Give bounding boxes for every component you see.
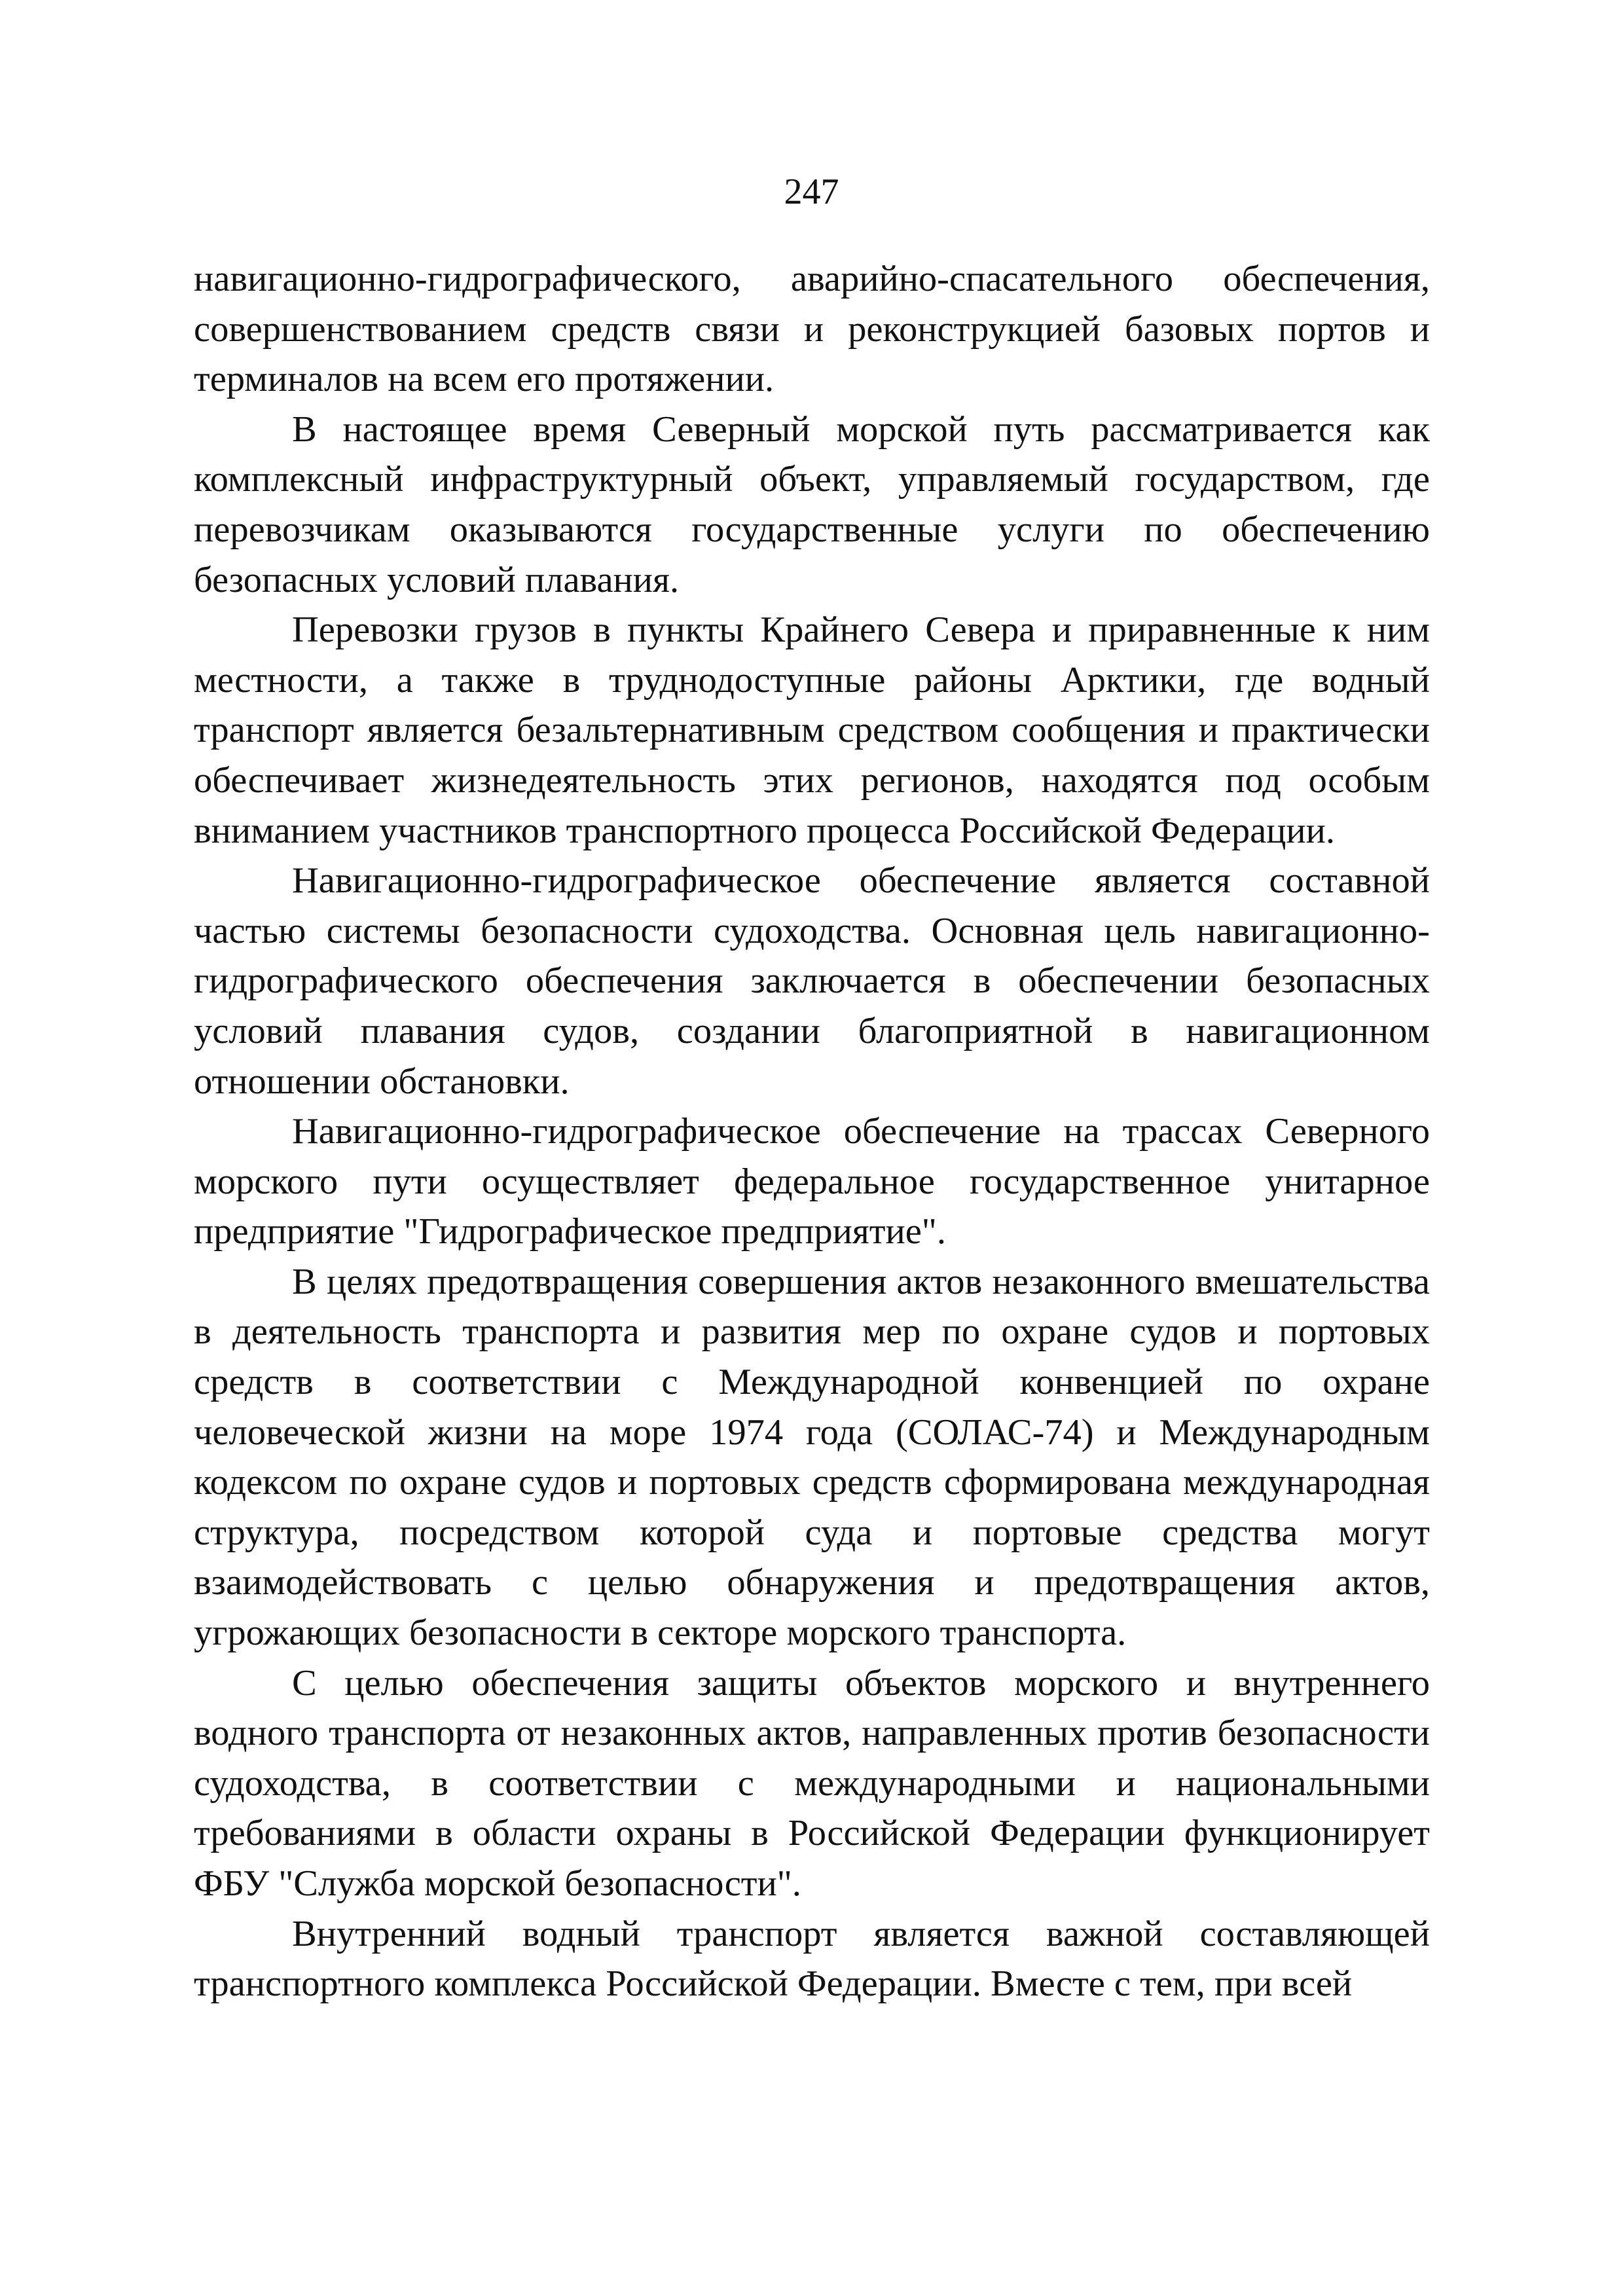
paragraph-4: Навигационно-гидрографическое обеспечение является составной частью системы безопасности судоходства. Основная цель навигационно-гидрографического обеспечения заключается в обеспечении безопасных условий плавания судов, создании благоприятной в навигационном отношении обстановки.	[194, 860, 1430, 1102]
paragraph-2: В настоящее время Северный морской путь рассматривается как комплексный инфраструктурный объект, управляемый государством, где перевозчикам оказываются государственные услуги по обеспечению безопасных условий плавания.	[194, 409, 1430, 600]
paragraph-1: навигационно-гидрографического, аварийно-спасательного обеспечения, совершенствованием средств связи и реконструкцией базовых портов и терминалов на всем его протяжении.	[194, 259, 1430, 400]
page-number: 247	[784, 172, 839, 212]
paragraph-7: С целью обеспечения защиты объектов морского и внутреннего водного транспорта от незаконных актов, направленных против безопасности судоходства, в соответствии с международными и национальными требованиями в области охраны в Российской Федерации функционирует ФБУ "Служба морской безопасности".	[194, 1662, 1430, 1904]
paragraph-6: В целях предотвращения совершения актов незаконного вмешательства в деятельность транспорта и развития мер по охране судов и портовых средств в соответствии с Международной конвенцией по охране человеческой жизни на море 1974 года (СОЛАС-74) и Международным кодексом по охране судов и портовых средств сформирована международная структура, посредством которой суда и портовые средства могут взаимодействовать с целью обнаружения и предотвращения актов, угрожающих безопасности в секторе морского транспорта.	[194, 1261, 1430, 1654]
paragraph-8: Внутренний водный транспорт является важной составляющей транспортного комплекса Российской Федерации. Вместе с тем, при всей	[194, 1913, 1430, 2005]
paragraph-3: Перевозки грузов в пункты Крайнего Севера и приравненные к ним местности, а также в труднодоступные районы Арктики, где водный транспорт является безальтернативным средством сообщения и практически обеспечивает жизнедеятельность этих регионов, находятся под особым вниманием участников транспортного процесса Российской Федерации.	[194, 610, 1430, 851]
paragraph-5: Навигационно-гидрографическое обеспечение на трассах Северного морского пути осуществляет федеральное государственное унитарное предприятие "Гидрографическое предприятие".	[194, 1111, 1430, 1252]
body-text	[194, 254, 1430, 2009]
